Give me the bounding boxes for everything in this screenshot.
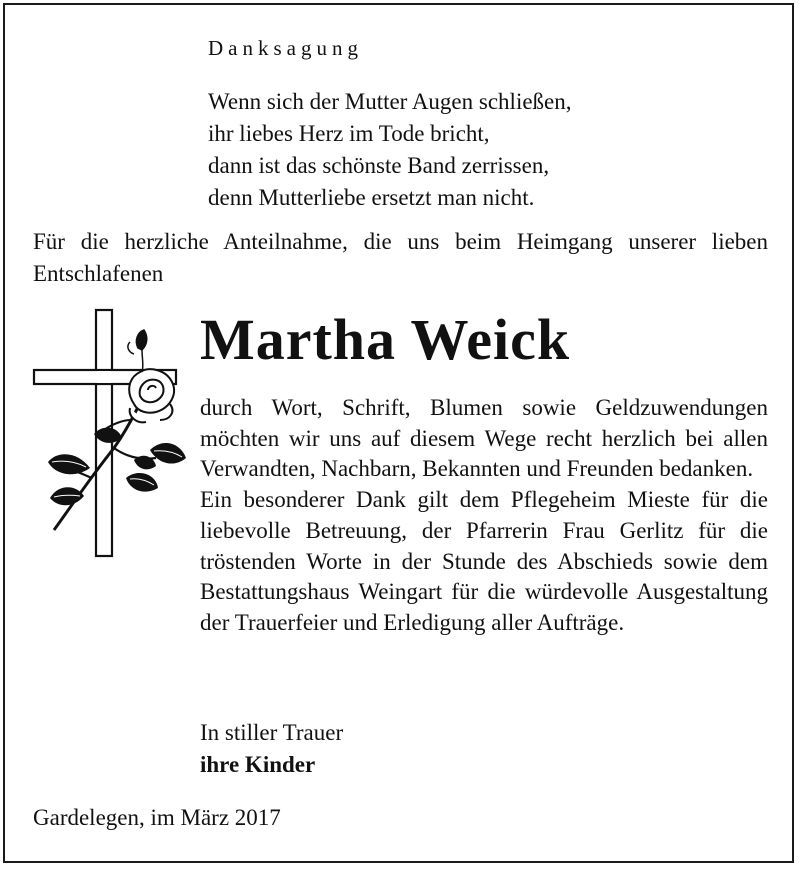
cross-with-rose-icon — [30, 308, 190, 563]
notice-heading: Danksagung — [208, 36, 363, 60]
place-date: Gardelegen, im März 2017 — [33, 805, 281, 830]
signature-line: In stiller Trauer — [200, 720, 344, 745]
poem — [208, 86, 572, 214]
body-paragraph: Ein besonderer Dank gilt dem Pflegeheim Mieste für die liebevolle Betreuung, der Pfarrerin Frau Gerlitz für die tröstenden Worte in der Stunde des Abschieds sowie dem Bestattungshaus Weingart für die würdevolle Ausgestaltung der Trauerfeier und Erledigung aller Aufträge. — [200, 487, 768, 635]
poem-line: ihr liebes Herz im Tode bricht, — [208, 121, 490, 146]
poem-line: denn Mutterliebe ersetzt man nicht. — [208, 185, 535, 210]
poem-line: dann ist das schönste Band zerrissen, — [208, 153, 550, 178]
deceased-name: Martha Weick — [200, 307, 571, 372]
notice-body — [200, 393, 768, 639]
signature-name: ihre Kinder — [200, 752, 316, 777]
intro-text: Für die herzliche Anteilnahme, die uns beim Heimgang unserer lieben Entschlafenen — [33, 229, 768, 286]
poem-line: Wenn sich der Mutter Augen schließen, — [208, 89, 572, 114]
body-paragraph: durch Wort, Schrift, Blumen sowie Geldzuwendungen möchten wir uns auf diesem Wege recht herzlich bei allen Verwandten, Nachbarn, Bekannten und Freunden bedanken. — [200, 395, 768, 482]
